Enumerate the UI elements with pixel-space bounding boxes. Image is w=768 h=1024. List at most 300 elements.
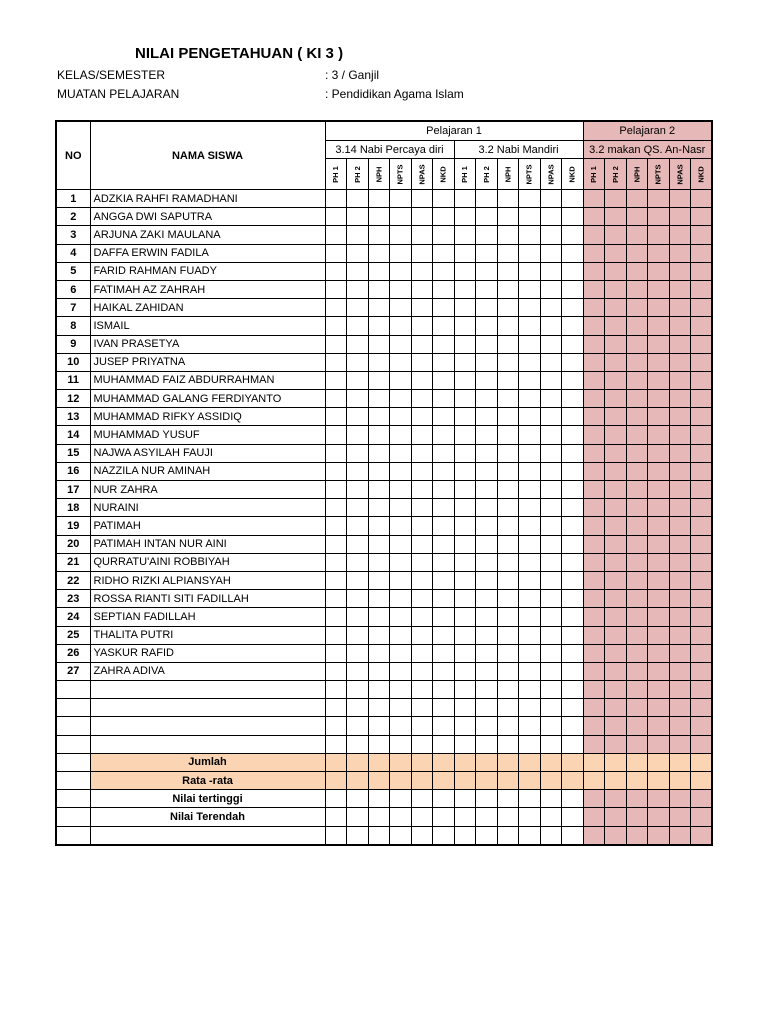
score-cell[interactable] bbox=[390, 208, 412, 226]
score-cell[interactable] bbox=[347, 371, 369, 389]
score-cell[interactable] bbox=[390, 190, 412, 208]
score-cell[interactable] bbox=[540, 590, 562, 608]
score-cell[interactable] bbox=[325, 262, 347, 280]
score-cell[interactable] bbox=[325, 317, 347, 335]
score-cell[interactable] bbox=[583, 735, 605, 753]
score-cell[interactable] bbox=[583, 608, 605, 626]
score-cell[interactable] bbox=[476, 335, 498, 353]
score-cell[interactable] bbox=[691, 826, 713, 845]
score-cell[interactable] bbox=[540, 535, 562, 553]
score-cell[interactable] bbox=[433, 335, 455, 353]
score-cell[interactable] bbox=[390, 499, 412, 517]
score-cell[interactable] bbox=[626, 772, 648, 790]
score-cell[interactable] bbox=[691, 335, 713, 353]
score-cell[interactable] bbox=[540, 444, 562, 462]
score-cell[interactable] bbox=[347, 571, 369, 589]
score-cell[interactable] bbox=[347, 444, 369, 462]
score-cell[interactable] bbox=[519, 208, 541, 226]
score-cell[interactable] bbox=[454, 571, 476, 589]
score-cell[interactable] bbox=[433, 262, 455, 280]
score-cell[interactable] bbox=[454, 753, 476, 771]
score-cell[interactable] bbox=[411, 444, 433, 462]
score-cell[interactable] bbox=[497, 226, 519, 244]
score-cell[interactable] bbox=[605, 244, 627, 262]
score-cell[interactable] bbox=[325, 444, 347, 462]
score-cell[interactable] bbox=[454, 299, 476, 317]
score-cell[interactable] bbox=[411, 662, 433, 680]
score-cell[interactable] bbox=[368, 826, 390, 845]
score-cell[interactable] bbox=[540, 808, 562, 826]
score-cell[interactable] bbox=[583, 517, 605, 535]
score-cell[interactable] bbox=[605, 808, 627, 826]
score-cell[interactable] bbox=[497, 499, 519, 517]
score-cell[interactable] bbox=[669, 408, 691, 426]
score-cell[interactable] bbox=[626, 462, 648, 480]
score-cell[interactable] bbox=[648, 753, 670, 771]
score-cell[interactable] bbox=[648, 444, 670, 462]
score-cell[interactable] bbox=[368, 535, 390, 553]
score-cell[interactable] bbox=[540, 735, 562, 753]
score-cell[interactable] bbox=[626, 662, 648, 680]
score-cell[interactable] bbox=[497, 735, 519, 753]
score-cell[interactable] bbox=[626, 535, 648, 553]
score-cell[interactable] bbox=[562, 208, 584, 226]
score-cell[interactable] bbox=[648, 208, 670, 226]
score-cell[interactable] bbox=[519, 553, 541, 571]
score-cell[interactable] bbox=[497, 626, 519, 644]
score-cell[interactable] bbox=[562, 481, 584, 499]
score-cell[interactable] bbox=[433, 590, 455, 608]
score-cell[interactable] bbox=[519, 499, 541, 517]
score-cell[interactable] bbox=[691, 426, 713, 444]
score-cell[interactable] bbox=[347, 426, 369, 444]
score-cell[interactable] bbox=[411, 353, 433, 371]
score-cell[interactable] bbox=[433, 790, 455, 808]
score-cell[interactable] bbox=[519, 535, 541, 553]
score-cell[interactable] bbox=[648, 571, 670, 589]
score-cell[interactable] bbox=[325, 608, 347, 626]
score-cell[interactable] bbox=[454, 553, 476, 571]
score-cell[interactable] bbox=[433, 608, 455, 626]
score-cell[interactable] bbox=[411, 371, 433, 389]
score-cell[interactable] bbox=[433, 662, 455, 680]
score-cell[interactable] bbox=[691, 462, 713, 480]
score-cell[interactable] bbox=[669, 626, 691, 644]
score-cell[interactable] bbox=[411, 790, 433, 808]
score-cell[interactable] bbox=[519, 699, 541, 717]
score-cell[interactable] bbox=[691, 735, 713, 753]
score-cell[interactable] bbox=[325, 280, 347, 298]
score-cell[interactable] bbox=[562, 517, 584, 535]
score-cell[interactable] bbox=[390, 280, 412, 298]
score-cell[interactable] bbox=[540, 208, 562, 226]
score-cell[interactable] bbox=[626, 571, 648, 589]
score-cell[interactable] bbox=[476, 244, 498, 262]
score-cell[interactable] bbox=[325, 426, 347, 444]
score-cell[interactable] bbox=[648, 408, 670, 426]
score-cell[interactable] bbox=[476, 644, 498, 662]
score-cell[interactable] bbox=[325, 571, 347, 589]
score-cell[interactable] bbox=[648, 499, 670, 517]
score-cell[interactable] bbox=[497, 590, 519, 608]
score-cell[interactable] bbox=[433, 808, 455, 826]
score-cell[interactable] bbox=[626, 517, 648, 535]
score-cell[interactable] bbox=[476, 299, 498, 317]
score-cell[interactable] bbox=[325, 535, 347, 553]
score-cell[interactable] bbox=[540, 681, 562, 699]
score-cell[interactable] bbox=[562, 753, 584, 771]
score-cell[interactable] bbox=[562, 244, 584, 262]
score-cell[interactable] bbox=[347, 535, 369, 553]
score-cell[interactable] bbox=[519, 371, 541, 389]
score-cell[interactable] bbox=[605, 735, 627, 753]
score-cell[interactable] bbox=[691, 626, 713, 644]
score-cell[interactable] bbox=[583, 717, 605, 735]
score-cell[interactable] bbox=[368, 262, 390, 280]
score-cell[interactable] bbox=[454, 262, 476, 280]
score-cell[interactable] bbox=[325, 390, 347, 408]
score-cell[interactable] bbox=[497, 390, 519, 408]
score-cell[interactable] bbox=[626, 790, 648, 808]
score-cell[interactable] bbox=[368, 208, 390, 226]
score-cell[interactable] bbox=[497, 299, 519, 317]
score-cell[interactable] bbox=[411, 772, 433, 790]
score-cell[interactable] bbox=[390, 371, 412, 389]
score-cell[interactable] bbox=[497, 717, 519, 735]
score-cell[interactable] bbox=[691, 353, 713, 371]
score-cell[interactable] bbox=[626, 481, 648, 499]
score-cell[interactable] bbox=[390, 753, 412, 771]
score-cell[interactable] bbox=[390, 681, 412, 699]
score-cell[interactable] bbox=[325, 371, 347, 389]
score-cell[interactable] bbox=[390, 517, 412, 535]
score-cell[interactable] bbox=[368, 426, 390, 444]
score-cell[interactable] bbox=[390, 299, 412, 317]
score-cell[interactable] bbox=[454, 826, 476, 845]
score-cell[interactable] bbox=[390, 408, 412, 426]
score-cell[interactable] bbox=[648, 481, 670, 499]
score-cell[interactable] bbox=[454, 772, 476, 790]
score-cell[interactable] bbox=[497, 826, 519, 845]
score-cell[interactable] bbox=[562, 408, 584, 426]
score-cell[interactable] bbox=[390, 772, 412, 790]
score-cell[interactable] bbox=[562, 299, 584, 317]
score-cell[interactable] bbox=[583, 371, 605, 389]
score-cell[interactable] bbox=[390, 226, 412, 244]
score-cell[interactable] bbox=[433, 499, 455, 517]
score-cell[interactable] bbox=[540, 790, 562, 808]
score-cell[interactable] bbox=[325, 244, 347, 262]
score-cell[interactable] bbox=[519, 244, 541, 262]
score-cell[interactable] bbox=[411, 753, 433, 771]
score-cell[interactable] bbox=[325, 644, 347, 662]
score-cell[interactable] bbox=[626, 208, 648, 226]
score-cell[interactable] bbox=[325, 753, 347, 771]
score-cell[interactable] bbox=[519, 517, 541, 535]
score-cell[interactable] bbox=[648, 826, 670, 845]
score-cell[interactable] bbox=[648, 590, 670, 608]
score-cell[interactable] bbox=[669, 735, 691, 753]
score-cell[interactable] bbox=[669, 226, 691, 244]
score-cell[interactable] bbox=[648, 772, 670, 790]
score-cell[interactable] bbox=[347, 662, 369, 680]
score-cell[interactable] bbox=[669, 608, 691, 626]
score-cell[interactable] bbox=[626, 353, 648, 371]
score-cell[interactable] bbox=[605, 790, 627, 808]
score-cell[interactable] bbox=[519, 280, 541, 298]
score-cell[interactable] bbox=[562, 772, 584, 790]
score-cell[interactable] bbox=[454, 608, 476, 626]
score-cell[interactable] bbox=[497, 244, 519, 262]
score-cell[interactable] bbox=[669, 590, 691, 608]
score-cell[interactable] bbox=[562, 699, 584, 717]
score-cell[interactable] bbox=[325, 353, 347, 371]
score-cell[interactable] bbox=[562, 571, 584, 589]
score-cell[interactable] bbox=[433, 226, 455, 244]
score-cell[interactable] bbox=[605, 299, 627, 317]
score-cell[interactable] bbox=[325, 826, 347, 845]
score-cell[interactable] bbox=[626, 553, 648, 571]
score-cell[interactable] bbox=[648, 790, 670, 808]
score-cell[interactable] bbox=[433, 535, 455, 553]
score-cell[interactable] bbox=[476, 208, 498, 226]
score-cell[interactable] bbox=[648, 535, 670, 553]
score-cell[interactable] bbox=[433, 753, 455, 771]
score-cell[interactable] bbox=[648, 735, 670, 753]
score-cell[interactable] bbox=[347, 790, 369, 808]
score-cell[interactable] bbox=[562, 735, 584, 753]
score-cell[interactable] bbox=[540, 753, 562, 771]
score-cell[interactable] bbox=[325, 190, 347, 208]
score-cell[interactable] bbox=[605, 662, 627, 680]
score-cell[interactable] bbox=[433, 408, 455, 426]
score-cell[interactable] bbox=[626, 626, 648, 644]
score-cell[interactable] bbox=[325, 808, 347, 826]
score-cell[interactable] bbox=[691, 772, 713, 790]
score-cell[interactable] bbox=[669, 535, 691, 553]
score-cell[interactable] bbox=[669, 644, 691, 662]
score-cell[interactable] bbox=[669, 462, 691, 480]
score-cell[interactable] bbox=[476, 353, 498, 371]
score-cell[interactable] bbox=[390, 626, 412, 644]
score-cell[interactable] bbox=[626, 444, 648, 462]
score-cell[interactable] bbox=[562, 426, 584, 444]
score-cell[interactable] bbox=[347, 317, 369, 335]
score-cell[interactable] bbox=[411, 280, 433, 298]
score-cell[interactable] bbox=[583, 190, 605, 208]
score-cell[interactable] bbox=[347, 226, 369, 244]
score-cell[interactable] bbox=[669, 390, 691, 408]
score-cell[interactable] bbox=[476, 262, 498, 280]
score-cell[interactable] bbox=[497, 790, 519, 808]
score-cell[interactable] bbox=[648, 662, 670, 680]
score-cell[interactable] bbox=[347, 499, 369, 517]
score-cell[interactable] bbox=[583, 462, 605, 480]
score-cell[interactable] bbox=[669, 371, 691, 389]
score-cell[interactable] bbox=[325, 790, 347, 808]
score-cell[interactable] bbox=[347, 262, 369, 280]
score-cell[interactable] bbox=[691, 371, 713, 389]
score-cell[interactable] bbox=[605, 553, 627, 571]
score-cell[interactable] bbox=[454, 644, 476, 662]
score-cell[interactable] bbox=[669, 790, 691, 808]
score-cell[interactable] bbox=[347, 753, 369, 771]
score-cell[interactable] bbox=[368, 317, 390, 335]
score-cell[interactable] bbox=[347, 408, 369, 426]
score-cell[interactable] bbox=[648, 426, 670, 444]
score-cell[interactable] bbox=[433, 208, 455, 226]
score-cell[interactable] bbox=[605, 571, 627, 589]
score-cell[interactable] bbox=[626, 280, 648, 298]
score-cell[interactable] bbox=[648, 808, 670, 826]
score-cell[interactable] bbox=[540, 426, 562, 444]
score-cell[interactable] bbox=[626, 717, 648, 735]
score-cell[interactable] bbox=[476, 571, 498, 589]
score-cell[interactable] bbox=[583, 626, 605, 644]
score-cell[interactable] bbox=[411, 408, 433, 426]
score-cell[interactable] bbox=[605, 590, 627, 608]
score-cell[interactable] bbox=[648, 644, 670, 662]
score-cell[interactable] bbox=[325, 590, 347, 608]
score-cell[interactable] bbox=[454, 408, 476, 426]
score-cell[interactable] bbox=[583, 280, 605, 298]
score-cell[interactable] bbox=[605, 462, 627, 480]
score-cell[interactable] bbox=[691, 481, 713, 499]
score-cell[interactable] bbox=[368, 244, 390, 262]
score-cell[interactable] bbox=[519, 608, 541, 626]
score-cell[interactable] bbox=[325, 299, 347, 317]
score-cell[interactable] bbox=[476, 444, 498, 462]
score-cell[interactable] bbox=[433, 371, 455, 389]
score-cell[interactable] bbox=[583, 535, 605, 553]
score-cell[interactable] bbox=[368, 371, 390, 389]
score-cell[interactable] bbox=[691, 226, 713, 244]
score-cell[interactable] bbox=[411, 808, 433, 826]
score-cell[interactable] bbox=[540, 335, 562, 353]
score-cell[interactable] bbox=[691, 699, 713, 717]
score-cell[interactable] bbox=[476, 735, 498, 753]
score-cell[interactable] bbox=[648, 226, 670, 244]
score-cell[interactable] bbox=[519, 717, 541, 735]
score-cell[interactable] bbox=[669, 426, 691, 444]
score-cell[interactable] bbox=[540, 371, 562, 389]
score-cell[interactable] bbox=[368, 280, 390, 298]
score-cell[interactable] bbox=[325, 699, 347, 717]
score-cell[interactable] bbox=[562, 808, 584, 826]
score-cell[interactable] bbox=[368, 644, 390, 662]
score-cell[interactable] bbox=[476, 371, 498, 389]
score-cell[interactable] bbox=[454, 371, 476, 389]
score-cell[interactable] bbox=[583, 317, 605, 335]
score-cell[interactable] bbox=[433, 280, 455, 298]
score-cell[interactable] bbox=[433, 353, 455, 371]
score-cell[interactable] bbox=[347, 244, 369, 262]
score-cell[interactable] bbox=[519, 808, 541, 826]
score-cell[interactable] bbox=[605, 408, 627, 426]
score-cell[interactable] bbox=[669, 353, 691, 371]
score-cell[interactable] bbox=[648, 390, 670, 408]
score-cell[interactable] bbox=[626, 681, 648, 699]
score-cell[interactable] bbox=[411, 226, 433, 244]
score-cell[interactable] bbox=[368, 335, 390, 353]
score-cell[interactable] bbox=[669, 444, 691, 462]
score-cell[interactable] bbox=[540, 226, 562, 244]
score-cell[interactable] bbox=[626, 608, 648, 626]
score-cell[interactable] bbox=[605, 444, 627, 462]
score-cell[interactable] bbox=[691, 444, 713, 462]
score-cell[interactable] bbox=[626, 644, 648, 662]
score-cell[interactable] bbox=[433, 517, 455, 535]
score-cell[interactable] bbox=[368, 481, 390, 499]
score-cell[interactable] bbox=[497, 208, 519, 226]
score-cell[interactable] bbox=[454, 681, 476, 699]
score-cell[interactable] bbox=[433, 390, 455, 408]
score-cell[interactable] bbox=[476, 608, 498, 626]
score-cell[interactable] bbox=[519, 226, 541, 244]
score-cell[interactable] bbox=[605, 626, 627, 644]
score-cell[interactable] bbox=[497, 371, 519, 389]
score-cell[interactable] bbox=[411, 481, 433, 499]
score-cell[interactable] bbox=[626, 262, 648, 280]
score-cell[interactable] bbox=[648, 280, 670, 298]
score-cell[interactable] bbox=[368, 190, 390, 208]
score-cell[interactable] bbox=[519, 299, 541, 317]
score-cell[interactable] bbox=[347, 590, 369, 608]
score-cell[interactable] bbox=[691, 590, 713, 608]
score-cell[interactable] bbox=[583, 426, 605, 444]
score-cell[interactable] bbox=[433, 772, 455, 790]
score-cell[interactable] bbox=[669, 772, 691, 790]
score-cell[interactable] bbox=[476, 317, 498, 335]
score-cell[interactable] bbox=[540, 626, 562, 644]
score-cell[interactable] bbox=[605, 335, 627, 353]
score-cell[interactable] bbox=[562, 317, 584, 335]
score-cell[interactable] bbox=[368, 390, 390, 408]
score-cell[interactable] bbox=[476, 481, 498, 499]
score-cell[interactable] bbox=[411, 517, 433, 535]
score-cell[interactable] bbox=[497, 699, 519, 717]
score-cell[interactable] bbox=[368, 299, 390, 317]
score-cell[interactable] bbox=[605, 499, 627, 517]
score-cell[interactable] bbox=[368, 772, 390, 790]
score-cell[interactable] bbox=[626, 699, 648, 717]
score-cell[interactable] bbox=[411, 717, 433, 735]
score-cell[interactable] bbox=[325, 335, 347, 353]
score-cell[interactable] bbox=[433, 571, 455, 589]
score-cell[interactable] bbox=[368, 553, 390, 571]
score-cell[interactable] bbox=[497, 481, 519, 499]
score-cell[interactable] bbox=[497, 317, 519, 335]
score-cell[interactable] bbox=[669, 662, 691, 680]
score-cell[interactable] bbox=[476, 699, 498, 717]
score-cell[interactable] bbox=[497, 535, 519, 553]
score-cell[interactable] bbox=[605, 371, 627, 389]
score-cell[interactable] bbox=[691, 662, 713, 680]
score-cell[interactable] bbox=[669, 499, 691, 517]
score-cell[interactable] bbox=[648, 299, 670, 317]
score-cell[interactable] bbox=[390, 390, 412, 408]
score-cell[interactable] bbox=[691, 681, 713, 699]
score-cell[interactable] bbox=[454, 244, 476, 262]
score-cell[interactable] bbox=[583, 353, 605, 371]
score-cell[interactable] bbox=[347, 644, 369, 662]
score-cell[interactable] bbox=[347, 280, 369, 298]
score-cell[interactable] bbox=[540, 317, 562, 335]
score-cell[interactable] bbox=[691, 299, 713, 317]
score-cell[interactable] bbox=[519, 662, 541, 680]
score-cell[interactable] bbox=[411, 681, 433, 699]
score-cell[interactable] bbox=[347, 626, 369, 644]
